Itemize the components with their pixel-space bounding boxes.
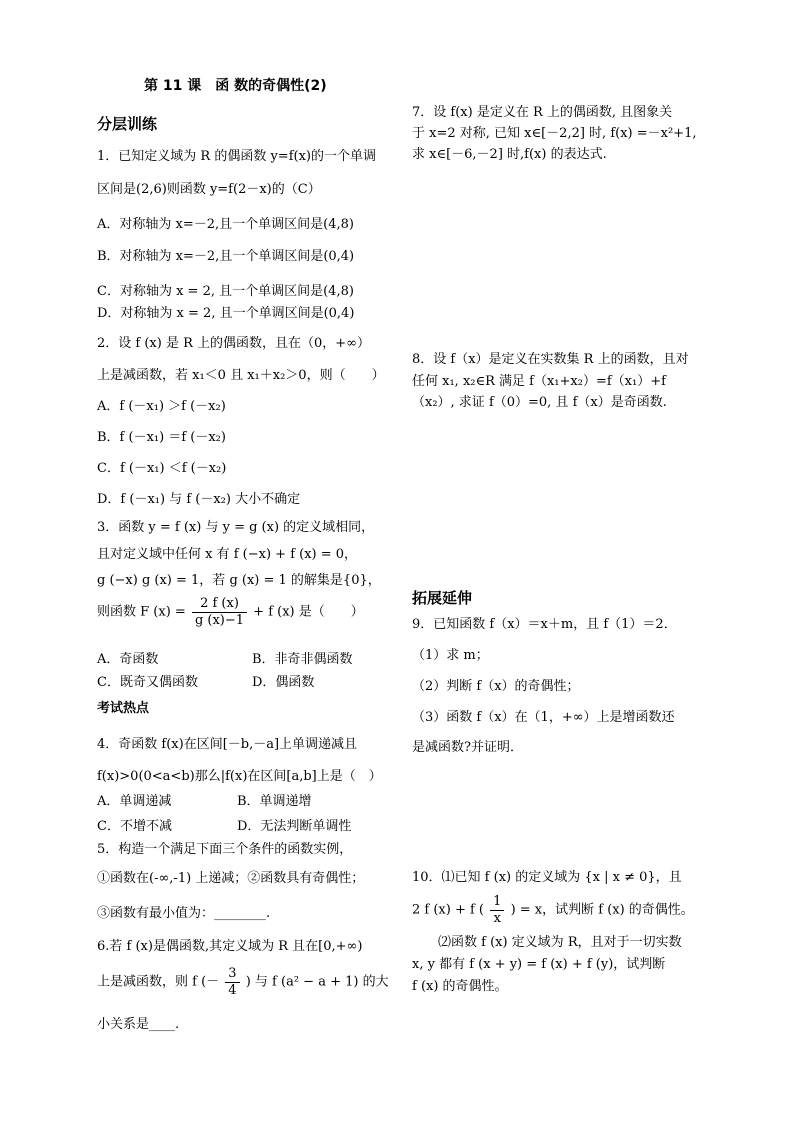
q10-line2-prefix: 2 f (x) + f ( (412, 902, 484, 918)
q2-line2: 上是减函数，若 x₁＜0 且 x₁＋x₂＞0，则（ ） (97, 368, 385, 383)
q3-line4-suffix: + f (x) 是（ ） (253, 604, 364, 620)
q1-option-d: D．对称轴为 x = 2, 且一个单调区间是(0,4) (97, 306, 355, 321)
q3-line3: g (−x) g (x) = 1，若 g (x) = 1 的解集是{0}， (97, 573, 381, 588)
q5-line3: ③函数有最小值为：________. (97, 906, 271, 921)
q3-line1: 3．函数 y = f (x) 与 y = g (x) 的定义域相同， (97, 520, 375, 535)
q7-line3: 求 x∈[－6,－2] 时,f(x) 的表达式. (412, 147, 607, 162)
q4-option-c: C．不增不减 (97, 819, 172, 834)
q9-line2: （1）求 m； (412, 648, 489, 663)
q7-line2: 于 x=2 对称, 已知 x∈[－2,2] 时, f(x) =－x²+1, (412, 126, 697, 141)
q3-option-b: B．非奇非偶函数 (252, 652, 353, 667)
q3-option-c: C．既奇又偶函数 (97, 675, 198, 690)
q10-line1: 10．⑴已知 f (x) 的定义域为 {x | x ≠ 0}，且 (412, 870, 682, 885)
section-extension: 拓展延伸 (412, 589, 473, 607)
q6-fraction (225, 966, 239, 998)
q6-fraction-denominator: 4 (228, 982, 237, 998)
q3-line4 (97, 596, 364, 628)
q6-line2-suffix: ) 与 f (a² − a + 1) 的大 (245, 974, 389, 990)
q2-option-b: B．f (－x₁) ＝f (－x₂) (97, 430, 226, 445)
q9-line4: （3）函数 f（x）在（1，+∞）上是增函数还 (412, 710, 675, 725)
q3-line4-prefix: 则函数 F (x) = (97, 604, 186, 620)
q10-line2 (412, 894, 694, 926)
q10-fraction-denominator: x (493, 910, 501, 926)
q6-line1: 6.若 f (x)是偶函数,其定义域为 R 且在[0,+∞) (97, 939, 363, 954)
q9-line3: （2）判断 f（x）的奇偶性； (412, 679, 580, 694)
q4-option-b: B．单调递增 (237, 794, 312, 809)
q4-option-a: A．单调递减 (97, 794, 172, 809)
q3-fraction (192, 596, 247, 628)
q3-option-a: A．奇函数 (97, 652, 159, 667)
q6-line2-prefix: 上是减函数，则 f (－ (97, 974, 220, 990)
q10-line5: f (x) 的奇偶性。 (412, 979, 508, 994)
q9-line1: 9．已知函数 f（x）＝x＋m，且 f（1）＝2． (412, 617, 677, 632)
q10-line2-suffix: ) = x，试判断 f (x) 的奇偶性。 (510, 902, 694, 918)
q1-line1: 1．已知定义域为 R 的偶函数 y=f(x)的一个单调 (97, 149, 376, 164)
q1-option-c: C．对称轴为 x = 2, 且一个单调区间是(4,8) (97, 284, 354, 299)
section-layered-training: 分层训练 (97, 115, 158, 133)
q2-option-c: C．f (－x₁) ＜f (－x₂) (97, 461, 227, 476)
q10-fraction-numerator: 1 (490, 894, 504, 911)
q1-option-b: B．对称轴为 x=－2,且一个单调区间是(0,4) (97, 249, 355, 264)
q1-line2: 区间是(2,6)则函数 y=f(2－x)的（C） (97, 182, 321, 197)
q5-line2: ①函数在(-∞,-1) 上递减；②函数具有奇偶性； (97, 871, 365, 886)
q8-line2: 任何 x₁, x₂∈R 满足 f（x₁+x₂）=f（x₁）+f (412, 374, 666, 389)
q8-line3: （x₂）, 求证 f（0）=0, 且 f（x）是奇函数. (412, 395, 667, 410)
q1-option-a: A．对称轴为 x=－2,且一个单调区间是(4,8) (97, 217, 354, 232)
q5-line1: 5．构造一个满足下面三个条件的函数实例， (97, 842, 353, 857)
q10-line4: x, y 都有 f (x + y) = f (x) + f (y)，试判断 (412, 957, 666, 972)
q6-line2 (97, 966, 389, 998)
q4-option-d: D．无法判断单调性 (237, 819, 352, 834)
q2-line1: 2．设 f (x) 是 R 上的偶函数，且在（0，+∞） (97, 336, 371, 351)
q10-fraction (490, 894, 504, 926)
q9-line5: 是减函数?并证明． (412, 740, 523, 755)
section-exam-hotspot: 考试热点 (97, 701, 150, 716)
q3-fraction-denominator: g (x)−1 (194, 612, 245, 628)
q3-fraction-numerator: 2 f (x) (192, 596, 247, 613)
page-title: 第 11 课 函 数的奇偶性(2) (144, 78, 327, 94)
q4-line1: 4．奇函数 f(x)在区间[－b,－a]上单调递减且 (97, 737, 358, 752)
q7-line1: 7．设 f(x) 是定义在 R 上的偶函数, 且图象关 (412, 105, 673, 120)
q6-fraction-numerator: 3 (225, 966, 239, 983)
q10-line3: ⑵函数 f (x) 定义域为 R，且对于一切实数 (438, 935, 682, 950)
q4-line2: f(x)>0(0<a<b)那么|f(x)在区间[a,b]上是（ ） (97, 769, 382, 784)
q2-option-a: A．f (－x₁) ＞f (－x₂) (97, 399, 226, 414)
q6-line3: 小关系是____. (97, 1017, 180, 1032)
q3-option-d: D．偶函数 (252, 675, 315, 690)
q2-option-d: D．f (－x₁) 与 f (－x₂) 大小不确定 (97, 492, 301, 507)
q3-line2: 且对定义域中任何 x 有 f (−x) + f (x) = 0， (97, 547, 358, 562)
q8-line1: 8．设 f（x）是定义在实数集 R 上的函数，且对 (412, 352, 689, 367)
